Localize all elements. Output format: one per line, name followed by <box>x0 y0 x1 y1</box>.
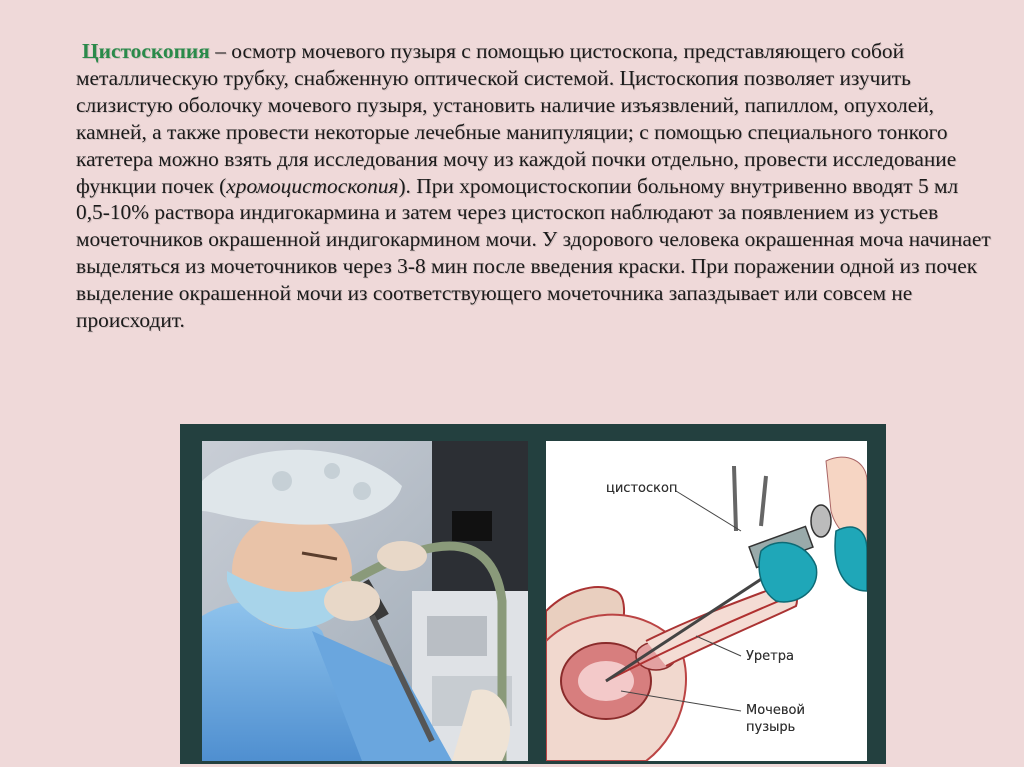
anatomy-illustration <box>546 441 867 761</box>
paragraph-part-1: – осмотр мочевого пузыря с помощью цистоскопа, представляющего собой металлическую трубку, снабженную оптической системой. Цистоскопия позволяет изучить слизистую оболочку мочевого пузыря, установить наличие изъязвлений, папиллом, опухолей, камней, а также провести некоторые лечебные манипуляции; с помощью специального тонкого катетера можно взять для исследования мочу из каждой почки отдельно, провести исследование функции почек ( <box>76 39 957 198</box>
term-chromocystoscopy: хромоцистоскопия <box>226 173 399 198</box>
doctor-illustration <box>202 441 528 761</box>
label-bladder-line2: пузырь <box>746 720 796 735</box>
cystoscopy-photo <box>202 441 528 761</box>
label-cystoscope: цистоскоп <box>606 481 678 496</box>
paragraph-part-2: ). При хромоцистоскопии больному внутривенно вводят 5 мл 0,5-10% раствора индигокармина и затем через цистоскоп наблюдают за появлением из устьев мочеточников окрашенной индигокармином мочи. У здорового человека окрашенная моча начинает выделяться из мочеточников через 3-8 мин после введения краски. При поражении одной из почек выделение окрашенной мочи из соответствующего мочеточника запаздывает или совсем не происходит. <box>76 173 991 333</box>
cystoscopy-diagram <box>546 441 867 761</box>
term-cystoscopy: Цистоскопия <box>82 39 210 63</box>
label-urethra: Уретра <box>746 649 794 664</box>
label-bladder-line1: Мочевой <box>746 703 805 718</box>
slide-paragraph <box>76 38 996 334</box>
